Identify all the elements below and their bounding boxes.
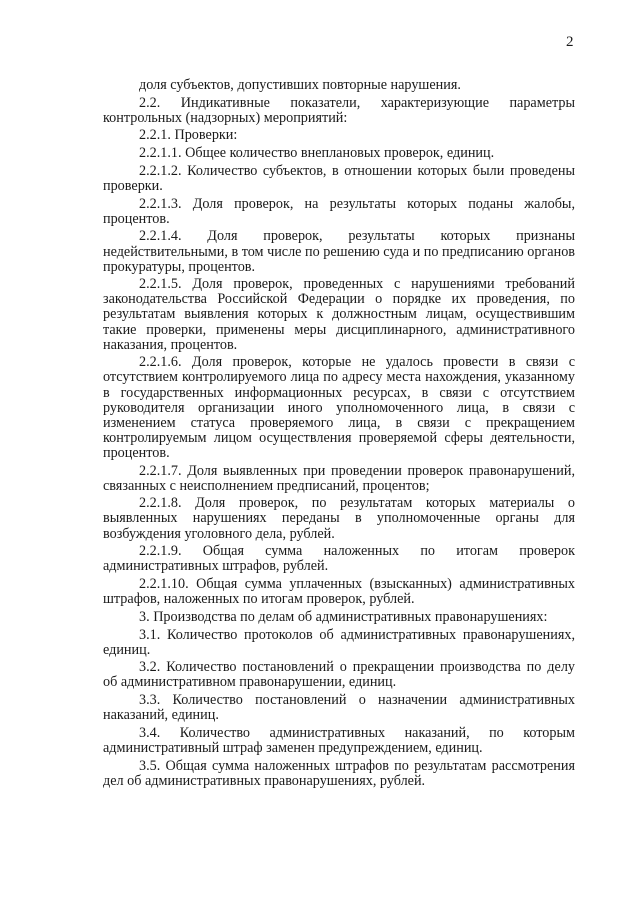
paragraph-2-2-1: 2.2.1. Проверки: — [139, 127, 238, 144]
document-body — [103, 78, 575, 791]
paragraph-2-2-1-2: 2.2.1.2. Количество субъектов, в отношении которых были проведены проверки. — [103, 162, 575, 194]
paragraph-3: 3. Производства по делам об административных правонарушениях: — [139, 608, 548, 625]
paragraph-3-5: 3.5. Общая сумма наложенных штрафов по результатам рассмотрения дел об административных правонарушениях, рублей. — [103, 757, 575, 789]
paragraph-3-3: 3.3. Количество постановлений о назначении административных наказаний, единиц. — [103, 692, 575, 724]
paragraph-3-1: 3.1. Количество протоколов об административных правонарушениях, единиц. — [103, 626, 575, 658]
paragraph-2-2-1-1: 2.2.1.1. Общее количество внеплановых проверок, единиц. — [139, 145, 495, 162]
paragraph-2-2-1-6: 2.2.1.6. Доля проверок, которые не удалось провести в связи с отсутствием контролируемого лица по адресу места нахождения, указанному в государственных информационных ресурсах, в связи с отсутствием руководителя организации иного уполномоченного лица, в связи с изменением статуса проверяемого лица, в связи с прекращением контролируемым лицом осуществления проверяемой сферы деятельности, процентов. — [103, 354, 575, 461]
paragraph-2-2-1-10: 2.2.1.10. Общая сумма уплаченных (взысканных) административных штрафов, наложенных по итогам проверок, рублей. — [103, 576, 575, 608]
paragraph-2-2-1-4: 2.2.1.4. Доля проверок, результаты которых признаны недействительными, в том числе по решению суда и по предписанию органов прокуратуры, процентов. — [103, 228, 575, 275]
paragraph-continuation: доля субъектов, допустивших повторные нарушения. — [139, 77, 461, 93]
paragraph-2-2-1-5: 2.2.1.5. Доля проверок, проведенных с нарушениями требований законодательства Российской Федерации о порядке их проведения, по результатам выявления которых к должностным лицам, осуществившим такие проверки, применены меры дисциплинарного, административного наказания, процентов. — [103, 276, 575, 353]
paragraph-3-2: 3.2. Количество постановлений о прекращении производства по делу об административном правонарушении, единиц. — [103, 659, 575, 691]
paragraph-2-2: 2.2. Индикативные показатели, характеризующие параметры контрольных (надзорных) мероприятий: — [103, 94, 575, 126]
page-number: 2 — [566, 34, 574, 50]
paragraph-2-2-1-8: 2.2.1.8. Доля проверок, по результатам которых материалы о выявленных нарушениях переданы в уполномоченные органы для возбуждения уголовного дела, рублей. — [103, 495, 575, 542]
paragraph-3-4: 3.4. Количество административных наказаний, по которым административный штраф заменен предупреждением, единиц. — [103, 724, 575, 756]
paragraph-2-2-1-7: 2.2.1.7. Доля выявленных при проведении проверок правонарушений, связанных с неисполнением предписаний, процентов; — [103, 462, 575, 494]
paragraph-2-2-1-9: 2.2.1.9. Общая сумма наложенных по итогам проверок административных штрафов, рублей. — [103, 543, 575, 575]
paragraph-2-2-1-3: 2.2.1.3. Доля проверок, на результаты которых поданы жалобы, процентов. — [103, 195, 575, 227]
